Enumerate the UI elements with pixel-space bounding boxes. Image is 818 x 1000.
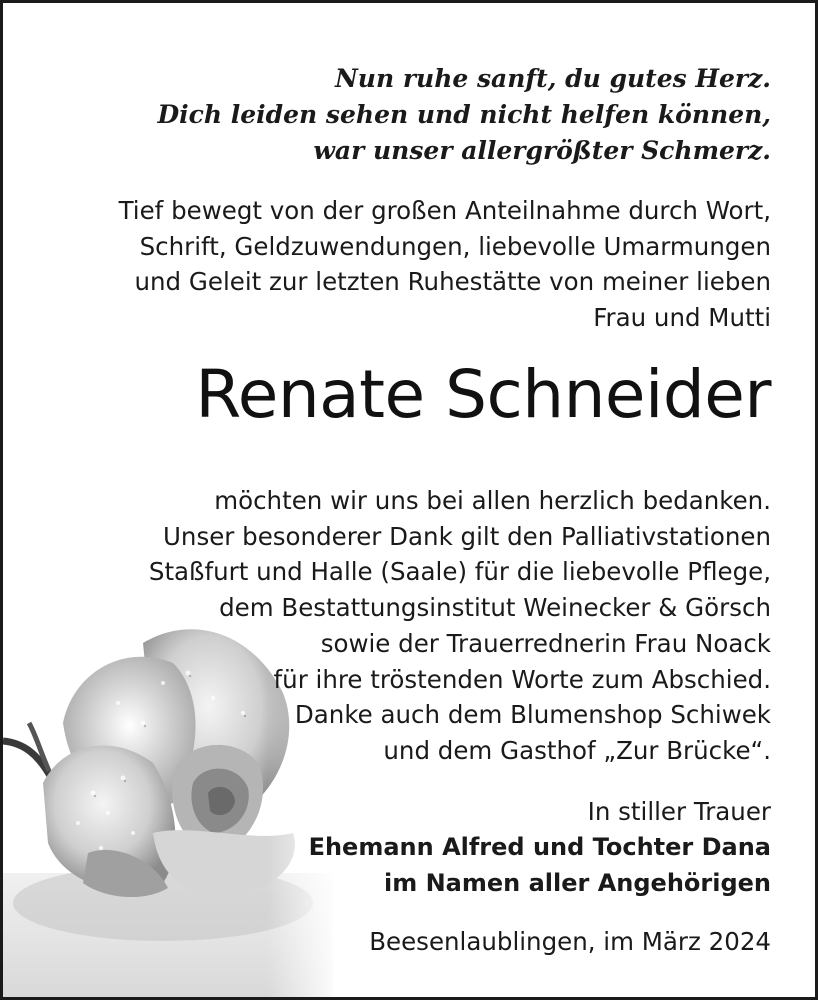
poem-line: Nun ruhe sanft, du gutes Herz. xyxy=(334,64,771,93)
thanks-line: und dem Gasthof „Zur Brücke“. xyxy=(383,735,771,765)
thanks-line: Danke auch dem Blumenshop Schiwek xyxy=(294,700,771,730)
thanks-line: dem Bestattungsinstitut Weinecker & Görsch xyxy=(219,593,771,623)
thanks-line: sowie der Trauerrednerin Frau Noack xyxy=(320,628,771,658)
mourners xyxy=(309,829,771,901)
thanks-line: für ihre tröstenden Worte zum Abschied. xyxy=(273,664,771,694)
mourners-line: im Namen aller Angehörigen xyxy=(383,869,771,897)
mourners-line: Ehemann Alfred und Tochter Dana xyxy=(308,833,771,861)
thanks-line: möchten wir uns bei allen herzlich bedanken. xyxy=(214,486,771,515)
poem-line: war unser allergrößter Schmerz. xyxy=(313,136,771,165)
deceased-name: Renate Schneider xyxy=(195,356,771,433)
poem xyxy=(157,61,771,169)
thanks-line: Unser besonderer Dank gilt den Palliativstationen xyxy=(163,521,771,551)
mourning-label: In stiller Trauer xyxy=(587,797,771,826)
intro-line: Tief bewegt von der großen Anteilnahme durch Wort, xyxy=(118,196,771,225)
intro-line: Frau und Mutti xyxy=(593,302,771,332)
intro-line: Schrift, Geldzuwendungen, liebevolle Umarmungen xyxy=(139,231,771,261)
intro-text xyxy=(119,193,771,335)
thanks-text xyxy=(149,483,771,769)
intro-line: und Geleit zur letzten Ruhestätte von meiner lieben xyxy=(134,267,771,296)
place-date: Beesenlaublingen, im März 2024 xyxy=(369,927,771,956)
poem-line: Dich leiden sehen und nicht helfen können, xyxy=(157,100,771,129)
thanks-line: Staßfurt und Halle (Saale) für die liebevolle Pflege, xyxy=(148,557,771,587)
